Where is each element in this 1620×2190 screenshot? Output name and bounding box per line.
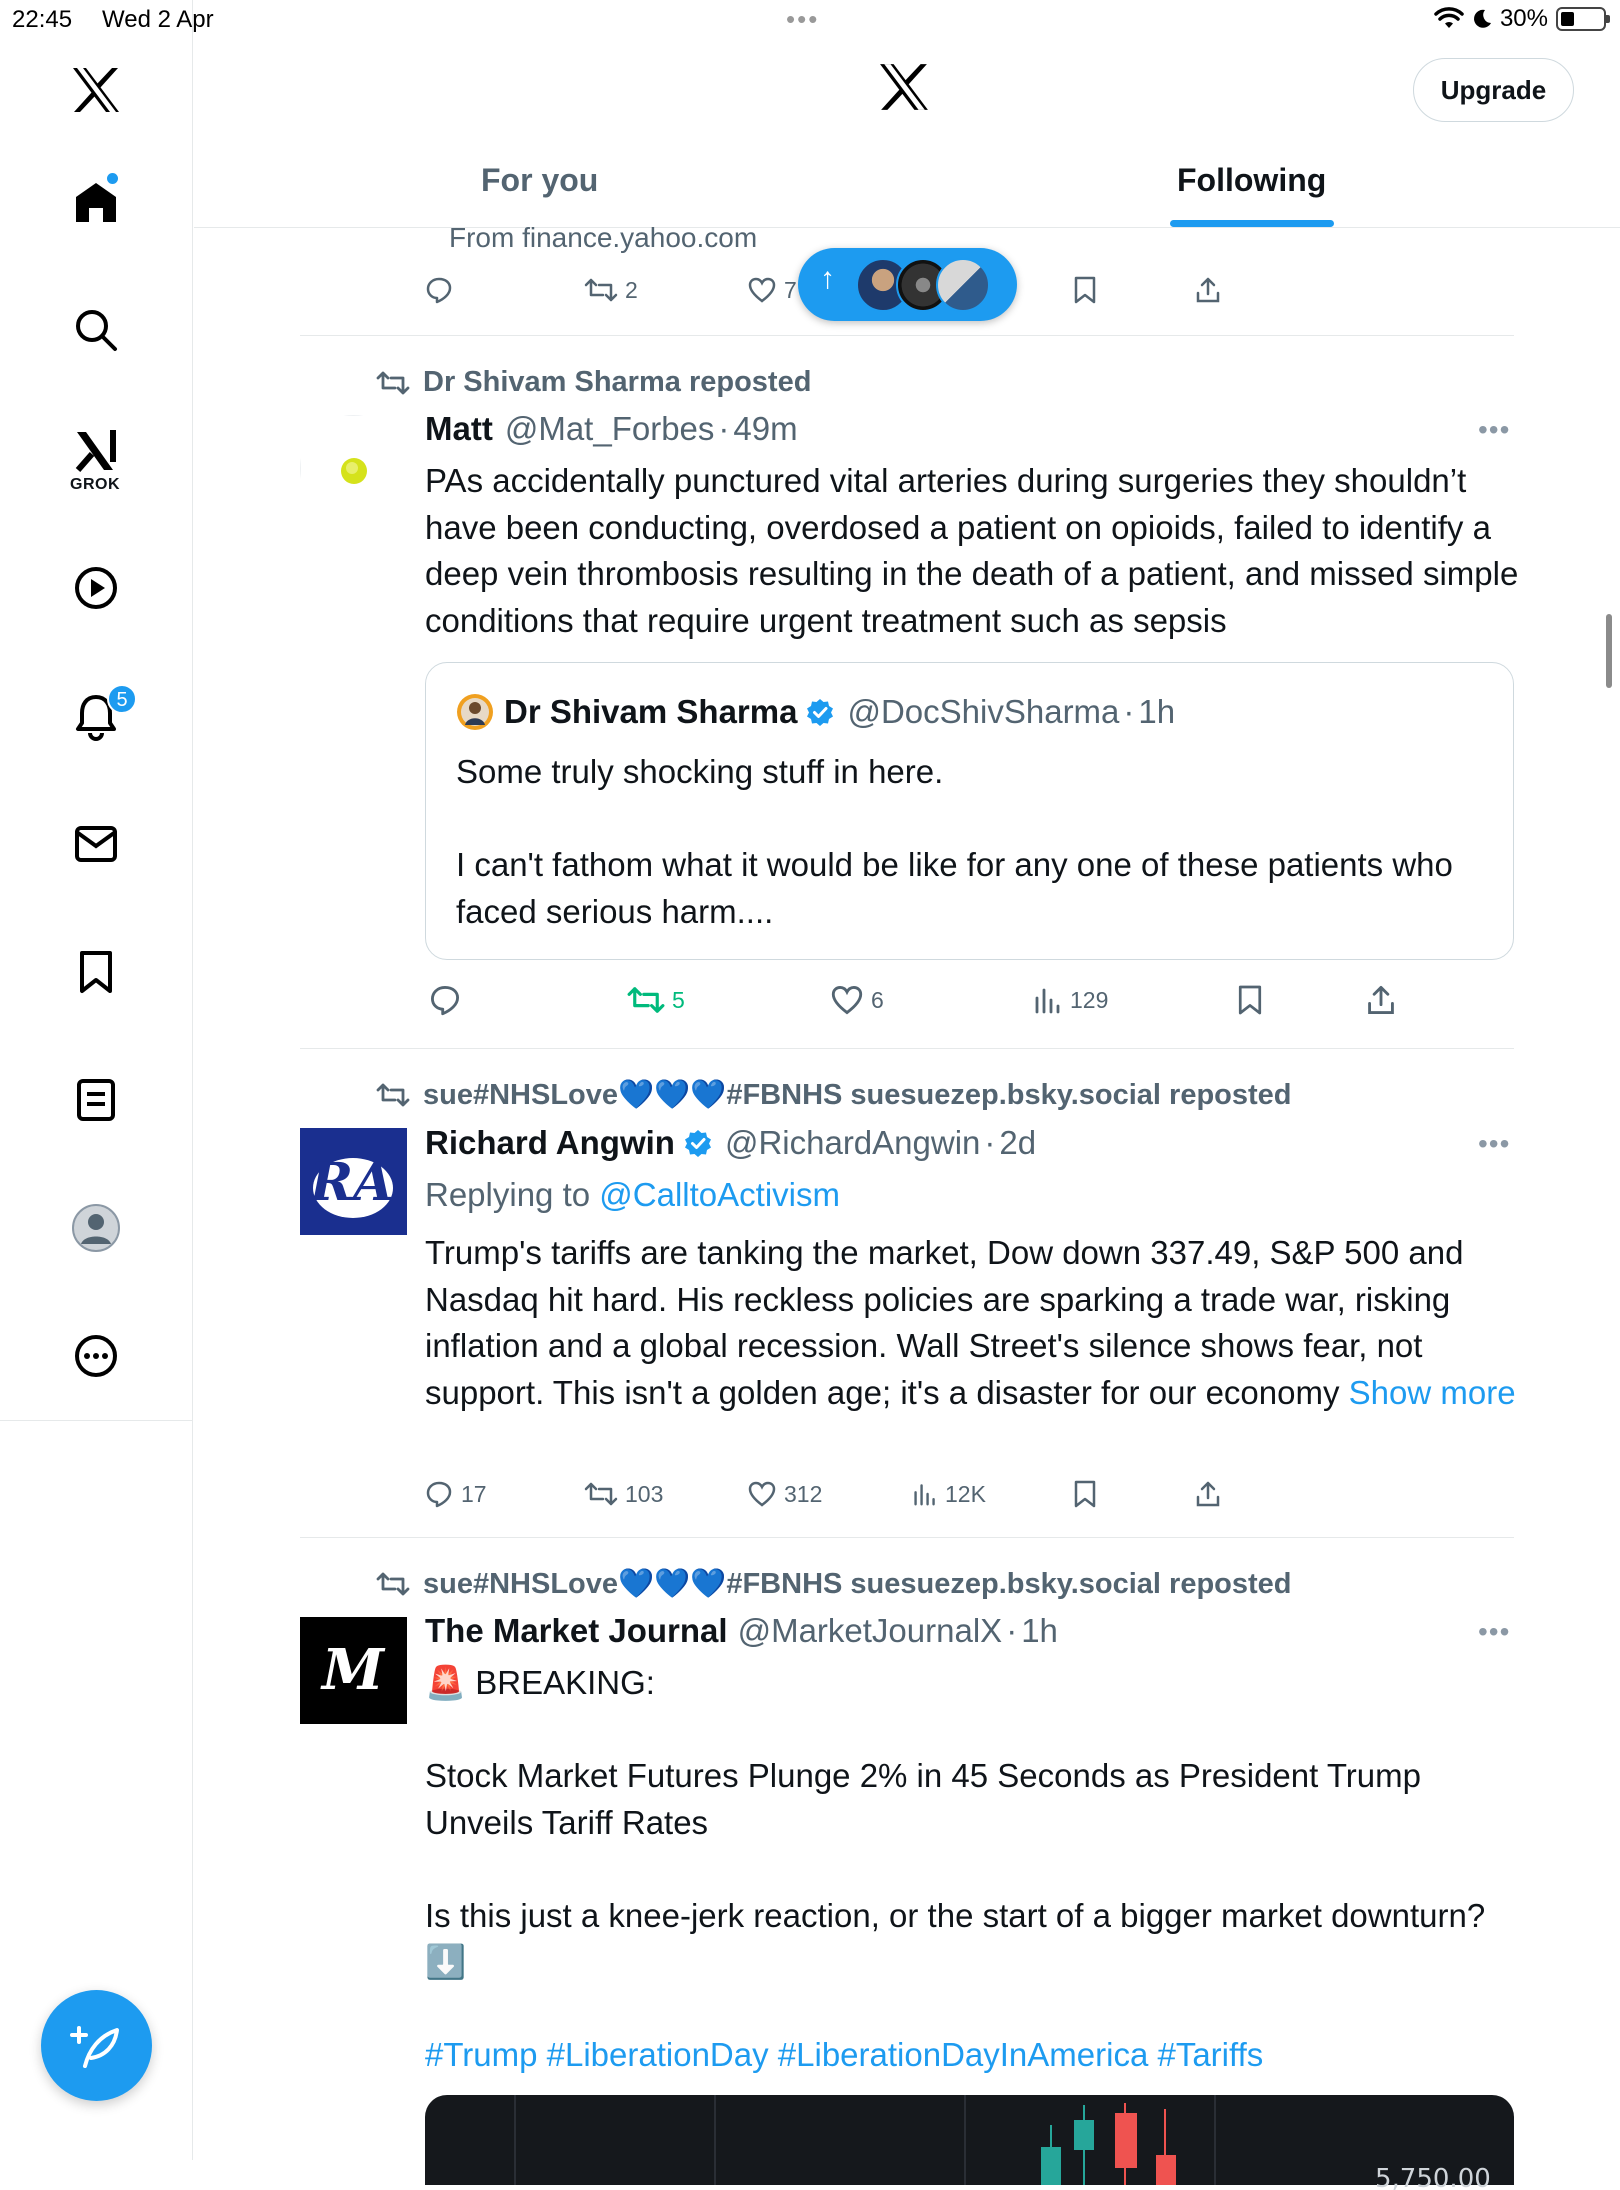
views-button[interactable] <box>1034 980 1108 1020</box>
repost-icon <box>377 1571 409 1597</box>
author-handle[interactable]: @Mat_Forbes <box>504 410 715 447</box>
repost-count: 103 <box>625 1480 664 1507</box>
sidebar <box>0 0 193 2160</box>
author-handle[interactable]: @MarketJournalX <box>737 1612 1003 1649</box>
views-count: 12K <box>945 1480 986 1507</box>
new-post-avatar <box>936 258 990 312</box>
quote-time: 1h <box>1138 693 1176 730</box>
heart-icon <box>831 985 863 1015</box>
status-bar <box>0 0 1620 38</box>
repost-button[interactable] <box>585 1474 663 1514</box>
bookmark-button[interactable] <box>1073 1474 1097 1514</box>
battery-percent: 30% <box>1499 5 1548 32</box>
status-date: Wed 2 Apr <box>102 6 214 33</box>
heart-icon <box>748 277 776 303</box>
repost-icon <box>377 1082 409 1108</box>
separator-dot: · <box>1006 1612 1018 1649</box>
post-hashtags[interactable]: #Trump #LiberationDay #LiberationDayInAmerica #Tariffs <box>425 2036 1264 2073</box>
like-button[interactable] <box>831 980 884 1020</box>
separator-dot: · <box>984 1124 996 1161</box>
battery-icon <box>1556 7 1606 31</box>
share-button[interactable] <box>1195 1474 1221 1514</box>
grok-icon[interactable] <box>66 420 126 480</box>
like-count: 312 <box>784 1480 823 1507</box>
share-icon <box>1366 984 1396 1016</box>
repost-attribution[interactable] <box>377 1078 1292 1112</box>
share-icon <box>1195 276 1221 304</box>
svg-text:RA: RA <box>310 1152 394 1213</box>
search-icon[interactable] <box>66 300 126 360</box>
repost-attribution[interactable] <box>377 1567 1292 1601</box>
post-author <box>425 1612 1058 1650</box>
bookmark-icon <box>1073 276 1097 304</box>
separator-dot: · <box>1123 693 1135 730</box>
compose-post-button[interactable] <box>41 1990 152 2101</box>
views-chart-icon <box>913 1482 937 1506</box>
svg-text:M: M <box>322 1637 384 1703</box>
author-name[interactable]: Richard Angwin <box>425 1124 675 1161</box>
post-text-body: Trump's tariffs are tanking the market, Dow down 337.49, S&P 500 and Nasdaq hit hard. His reckless policies are sparking a trade war, risking inflation and a global recession. Wall Street's silence shows fear, not support. This isn't a golden age; it's a disaster for our economy <box>425 1234 1464 1411</box>
quote-author <box>456 693 1175 731</box>
author-name[interactable]: The Market Journal <box>425 1612 728 1649</box>
share-icon <box>1195 1480 1221 1508</box>
repost-attribution-text: sue#NHSLove💙💙💙#FBNHS suesuezep.bsky.social reposted <box>423 1568 1292 1600</box>
more-menu-icon[interactable]: ••• <box>1478 1616 1511 1647</box>
video-icon[interactable] <box>66 558 126 618</box>
wifi-icon <box>1434 8 1464 30</box>
verified-badge-icon <box>805 697 835 727</box>
tab-for-you[interactable]: For you <box>481 162 599 198</box>
active-tab-indicator <box>1170 220 1334 227</box>
views-count: 129 <box>1070 986 1109 1013</box>
repost-icon <box>377 370 409 396</box>
quote-author-handle: @DocShivSharma <box>847 693 1120 730</box>
post-author <box>425 1124 1036 1162</box>
svg-text:5,750.00: 5,750.00 <box>1375 2164 1491 2190</box>
share-button[interactable] <box>1195 270 1221 310</box>
compose-feather-icon <box>71 2022 123 2070</box>
like-count: 6 <box>871 986 884 1013</box>
views-chart-icon <box>1034 986 1062 1014</box>
more-menu-icon[interactable]: ••• <box>1478 414 1511 445</box>
like-count: 7 <box>784 276 797 303</box>
profile-avatar-icon[interactable] <box>66 1198 126 1258</box>
avatar[interactable] <box>300 1617 407 1724</box>
reply-count: 17 <box>461 1480 487 1507</box>
candlestick-chart-image <box>425 2095 1514 2190</box>
x-logo-icon[interactable] <box>878 62 930 117</box>
separator-dot: · <box>718 410 730 447</box>
repost-count: 2 <box>625 276 638 303</box>
status-time: 22:45 <box>12 6 73 33</box>
post-divider <box>300 1048 1514 1049</box>
repost-attribution[interactable] <box>377 366 811 399</box>
avatar[interactable] <box>300 415 407 522</box>
avatar[interactable] <box>300 1128 407 1235</box>
bookmark-button[interactable] <box>1073 270 1097 310</box>
scrollbar[interactable] <box>1606 614 1612 688</box>
bookmark-button[interactable] <box>1237 980 1263 1020</box>
post-author <box>425 410 798 448</box>
post-divider <box>300 335 1514 336</box>
upgrade-button[interactable]: Upgrade <box>1413 58 1574 122</box>
replying-to-line <box>425 1172 1520 1219</box>
repost-attribution-text: sue#NHSLove💙💙💙#FBNHS suesuezep.bsky.social reposted <box>423 1079 1292 1111</box>
market-journal-logo-avatar <box>300 1617 407 1724</box>
replying-to-prefix: Replying to <box>425 1176 600 1213</box>
like-button[interactable] <box>748 1474 822 1514</box>
repost-button[interactable] <box>585 270 638 310</box>
reply-button[interactable] <box>425 270 453 310</box>
views-button[interactable] <box>913 1474 986 1514</box>
tab-following[interactable]: Following <box>1177 162 1327 198</box>
grok-label: GROK <box>70 476 120 493</box>
post-time[interactable]: 49m <box>733 410 798 447</box>
post-text <box>425 1660 1520 2079</box>
bookmark-icon <box>1073 1480 1097 1508</box>
avatar <box>456 693 494 731</box>
heart-icon <box>748 1481 776 1507</box>
author-handle[interactable]: @RichardAngwin <box>724 1124 981 1161</box>
show-more-link[interactable]: Show more <box>1348 1373 1516 1411</box>
post-text <box>425 1230 1520 1416</box>
post-text-line: Stock Market Futures Plunge 2% in 45 Seconds as President Trump Unveils Tariff Rates <box>425 1757 1421 1841</box>
post-text: PAs accidentally punctured vital arteries during surgeries they shouldn’t have been conducting, overdosed a patient on opioids, failed to identify a deep vein thrombosis resulting in the death of a patient, and missed simple conditions that require urgent treatment such as sepsis <box>425 462 1519 639</box>
reply-icon <box>425 276 453 304</box>
repost-icon <box>585 277 617 303</box>
like-button[interactable] <box>748 270 797 310</box>
share-button[interactable] <box>1366 980 1396 1020</box>
reply-button[interactable] <box>425 1474 487 1514</box>
bookmarks-icon[interactable] <box>66 942 126 1002</box>
quoted-post[interactable] <box>425 662 1514 960</box>
repost-attribution-text: Dr Shivam Sharma reposted <box>423 366 812 398</box>
multitasking-dots[interactable]: ••• <box>786 4 820 34</box>
lists-icon[interactable] <box>66 1070 126 1130</box>
repost-icon <box>585 1481 617 1507</box>
reply-icon <box>429 984 461 1016</box>
post-text-line: 🚨 BREAKING: <box>425 1664 655 1701</box>
reply-icon <box>425 1480 453 1508</box>
sidebar-divider <box>0 1420 193 1421</box>
tennis-ball-avatar <box>301 416 408 523</box>
repost-button[interactable] <box>628 980 685 1020</box>
verified-badge-icon <box>683 1128 713 1158</box>
new-posts-pill[interactable] <box>798 248 1017 321</box>
bookmark-icon <box>1237 984 1263 1016</box>
ra-logo-avatar <box>300 1128 407 1235</box>
author-name[interactable]: Matt <box>425 410 493 447</box>
messages-envelope-icon[interactable] <box>66 814 126 874</box>
more-menu-icon[interactable]: ••• <box>1478 1128 1511 1159</box>
arrow-up-icon: ↑ <box>820 262 835 295</box>
repost-icon <box>628 985 664 1015</box>
post-divider <box>300 1537 1514 1538</box>
quote-text <box>456 749 1486 935</box>
quote-line: I can't fathom what it would be like for any one of these patients who faced serious harm.... <box>456 846 1453 930</box>
reply-button[interactable] <box>429 980 461 1020</box>
post-time[interactable]: 1h <box>1021 1612 1058 1649</box>
post-time[interactable]: 2d <box>999 1124 1037 1161</box>
quote-line: Some truly shocking stuff in here. <box>456 753 944 790</box>
more-options-icon[interactable] <box>66 1326 126 1386</box>
post-media-chart-image[interactable] <box>425 2095 1514 2190</box>
replying-to-handle[interactable]: @CalltoActivism <box>599 1176 840 1213</box>
quote-author-name: Dr Shivam Sharma <box>504 693 798 730</box>
home-unread-dot <box>107 173 118 184</box>
post-text-line: Is this just a knee-jerk reaction, or the start of a bigger market downturn? ⬇️ <box>425 1896 1486 1980</box>
moon-icon <box>1472 8 1492 30</box>
repost-count: 5 <box>672 986 685 1013</box>
link-source[interactable]: From finance.yahoo.com <box>449 222 758 253</box>
notifications-badge: 5 <box>107 684 137 714</box>
x-logo-icon[interactable] <box>66 60 126 120</box>
